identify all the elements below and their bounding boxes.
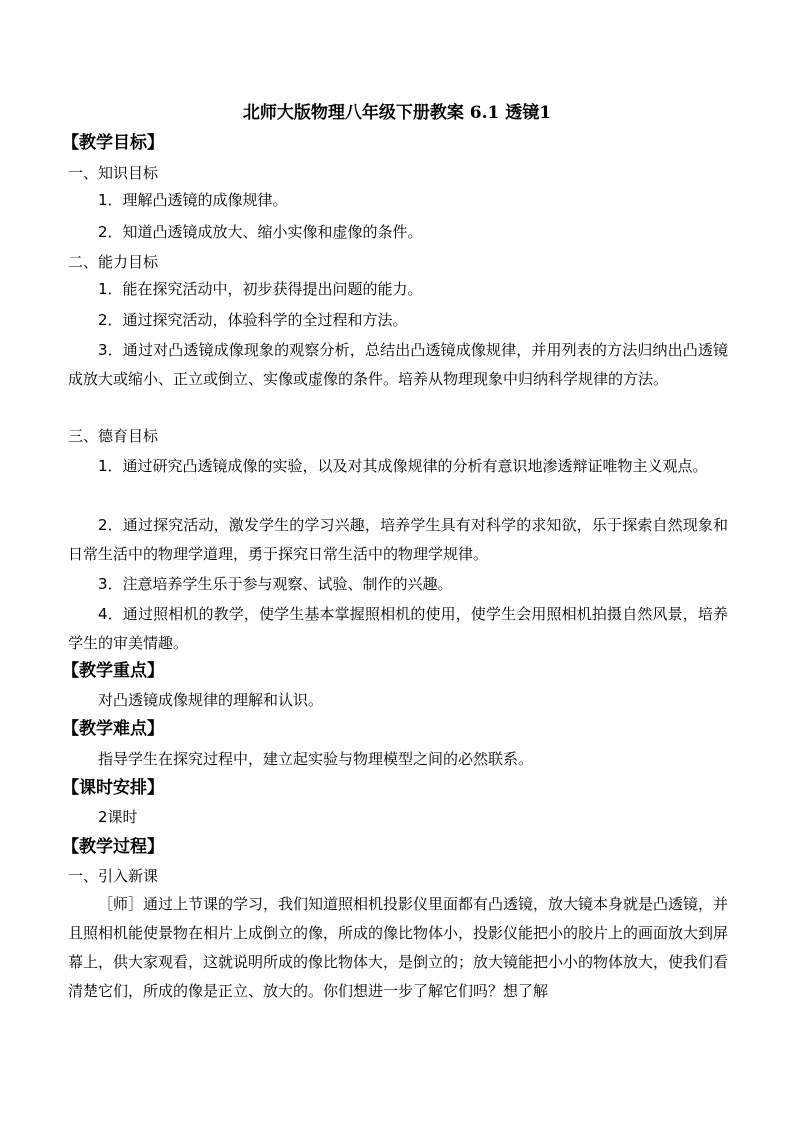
moral-item-2: 2．通过探究活动，激发学生的学习兴趣，培养学生具有对科学的求知欲，乐于探索自然现象和日常生活中的物理学道理，勇于探究日常生活中的物理学规律。: [68, 516, 728, 563]
key-points-text: 对凸透镜成像规律的理解和认识。: [98, 691, 324, 709]
heading-schedule: 【课时安排】: [62, 778, 164, 798]
heading-teaching-objectives: 【教学目标】: [62, 133, 164, 153]
heading-ability-objectives: 二、能力目标: [68, 253, 159, 271]
knowledge-item-1: 1．理解凸透镜的成像规律。: [98, 191, 288, 209]
heading-key-points: 【教学重点】: [62, 661, 164, 681]
document-title: 北师大版物理八年级下册教案 6.1 透镜1: [242, 103, 552, 123]
ability-item-3: 3．通过对凸透镜成像现象的观察分析，总结出凸透镜成像规律，并用列表的方法归纳出凸透镜成放大或缩小、正立或倒立、实像或虚像的条件。培养从物理现象中归纳科学规律的方法。: [68, 341, 728, 388]
ability-item-1: 1．能在探究活动中，初步获得提出问题的能力。: [98, 280, 423, 298]
heading-moral-objectives: 三、德育目标: [68, 427, 159, 445]
moral-item-3: 3．注意培养学生乐于参与观察、试验、制作的兴趣。: [98, 575, 453, 593]
heading-intro-new-lesson: 一、引入新课: [68, 867, 159, 885]
intro-text: ［师］通过上节课的学习，我们知道照相机投影仪里面都有凸透镜，放大镜本身就是凸透镜，并且照相机能使景物在相片上成倒立的像，所成的像比物体小，投影仪能把小的胶片上的画面放大到屏幕上，供大家观看，这就说明所成的像比物体大，是倒立的；放大镜能把小小的物体放大，使我们看清楚它们，所成的像是正立、放大的。你们想进一步了解它们吗？想了解: [68, 895, 729, 1000]
heading-teaching-process: 【教学过程】: [62, 837, 164, 857]
heading-knowledge-objectives: 一、知识目标: [68, 164, 159, 182]
difficulties-text: 指导学生在探究过程中，建立起实验与物理模型之间的必然联系。: [98, 750, 534, 768]
moral-item-4: 4．通过照相机的教学，使学生基本掌握照相机的使用，使学生会用照相机拍摄自然风景，培养学生的审美情趣。: [68, 605, 728, 652]
moral-item-1: 1．通过研究凸透镜成像的实验，以及对其成像规律的分析有意识地渗透辩证唯物主义观点。: [98, 457, 708, 475]
schedule-text: 2课时: [98, 808, 138, 826]
heading-difficulties: 【教学难点】: [62, 719, 164, 739]
ability-item-2: 2．通过探究活动，体验科学的全过程和方法。: [98, 311, 408, 329]
knowledge-item-2: 2．知道凸透镜成放大、缩小实像和虚像的条件。: [98, 223, 423, 241]
